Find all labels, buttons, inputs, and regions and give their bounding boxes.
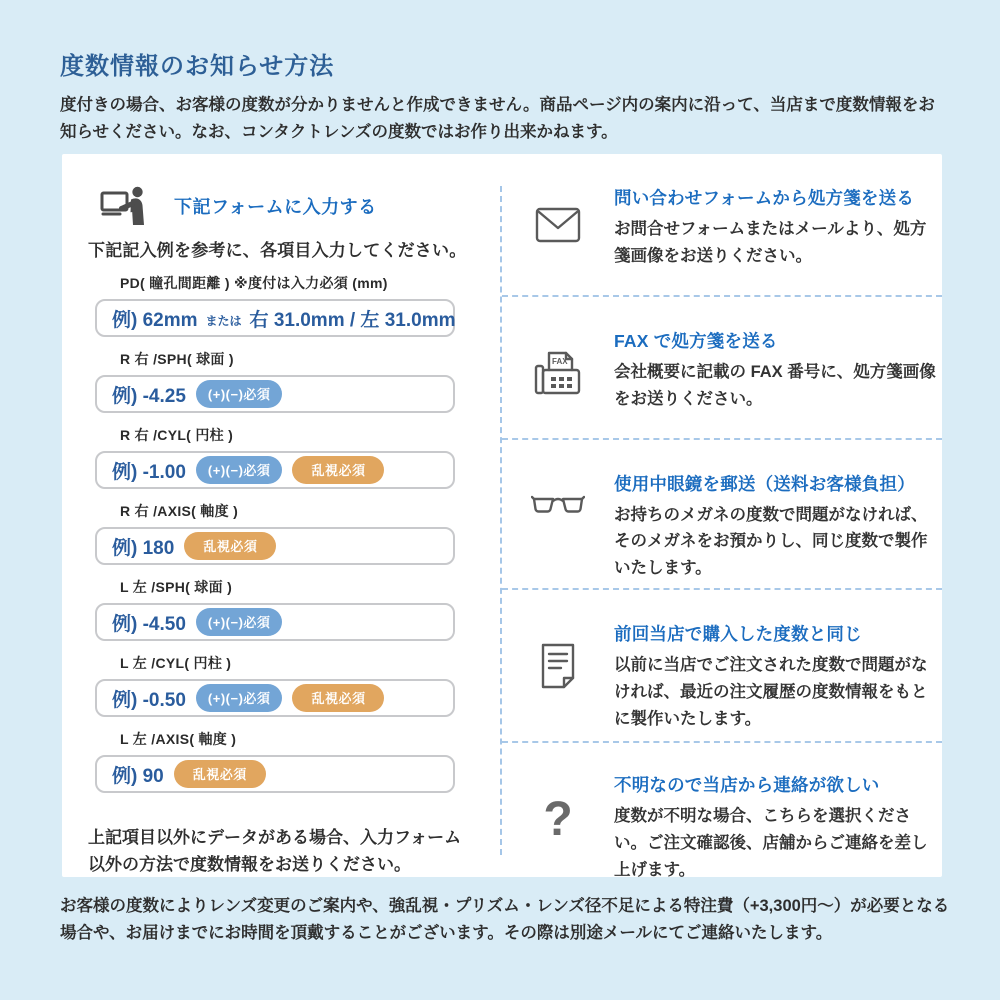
page-title: 度数情報のお知らせ方法 bbox=[60, 53, 335, 80]
form-note: 上記項目以外にデータがある場合、入力フォーム以外の方法で度数情報をお送りください。 bbox=[88, 828, 462, 875]
field-label: PD( 瞳孔間距離 ) ※度付は入力必須 (mm) bbox=[120, 275, 388, 291]
method-previous-order bbox=[502, 588, 942, 741]
field-label: R 右 /CYL( 円柱 ) bbox=[120, 427, 234, 443]
example-input-box bbox=[95, 755, 455, 793]
form-method-title: 下記フォームに入力する bbox=[174, 197, 377, 217]
plus-minus-required-badge: (+)(−)必須 bbox=[196, 684, 283, 712]
example-input-box bbox=[95, 679, 455, 717]
document-icon bbox=[502, 621, 614, 733]
envelope-icon bbox=[502, 185, 614, 270]
method-title: 使用中眼鏡を郵送（送料お客様負担） bbox=[614, 473, 915, 494]
plus-minus-required-badge: (+)(−)必須 bbox=[196, 608, 283, 636]
astigmatism-required-badge: 乱視必須 bbox=[184, 532, 276, 560]
method-mail-glasses bbox=[502, 438, 942, 589]
intro-text: 度付きの場合、お客様の度数が分かりませんと作成できません。商品ページ内の案内に沿って、当店まで度数情報をお知らせください。なお、コンタクトレンズの度数ではお作り出来かねます。 bbox=[60, 96, 935, 141]
glasses-icon bbox=[502, 471, 614, 583]
field-label: L 左 /SPH( 球面 ) bbox=[120, 579, 233, 595]
example-value: 例) -4.50 bbox=[112, 613, 186, 635]
form-instruction: 下記記入例を参考に、各項目入力してください。 bbox=[88, 241, 467, 260]
form-field-r-axis bbox=[88, 501, 500, 565]
example-input-box bbox=[95, 375, 455, 413]
method-description: お持ちのメガネの度数で問題がなければ、そのメガネをお預かりし、同じ度数で製作いたします。 bbox=[614, 505, 928, 578]
column-divider bbox=[500, 186, 502, 855]
info-card bbox=[62, 154, 942, 877]
form-field-pd bbox=[88, 273, 500, 337]
example-value: 例) 180 bbox=[112, 537, 175, 559]
field-label: L 左 /CYL( 円柱 ) bbox=[120, 655, 232, 671]
form-field-r-cyl bbox=[88, 425, 500, 489]
astigmatism-required-badge: 乱視必須 bbox=[174, 760, 266, 788]
example-value-2: 右 31.0mm / 左 31.0mm bbox=[249, 309, 456, 331]
example-value: 例) 62mm bbox=[112, 309, 198, 331]
fax-icon bbox=[502, 328, 614, 413]
plus-minus-required-badge: (+)(−)必須 bbox=[196, 380, 283, 408]
example-value: 例) -0.50 bbox=[112, 689, 186, 711]
example-value: 例) 90 bbox=[112, 765, 164, 787]
example-input-box bbox=[95, 451, 455, 489]
form-field-r-sph bbox=[88, 349, 500, 413]
method-title: 不明なので当店から連絡が欲しい bbox=[614, 774, 880, 795]
method-description: 以前に当店でご注文された度数で問題がなければ、最近の注文履歴の度数情報をもとに製作いたします。 bbox=[614, 656, 928, 729]
method-description: 会社概要に記載の FAX 番号に、処方箋画像をお送りください。 bbox=[614, 362, 936, 408]
astigmatism-required-badge: 乱視必須 bbox=[292, 456, 384, 484]
method-title: 前回当店で購入した度数と同じ bbox=[614, 624, 862, 645]
method-contact-me bbox=[502, 741, 942, 884]
form-field-l-cyl bbox=[88, 653, 500, 717]
method-fax bbox=[502, 295, 942, 438]
form-field-l-sph bbox=[88, 577, 500, 641]
form-method-header bbox=[100, 186, 500, 226]
form-column bbox=[62, 154, 500, 877]
field-label: R 右 /AXIS( 軸度 ) bbox=[120, 503, 239, 519]
method-description: 度数が不明な場合、こちらを選択ください。ご注文確認後、店舗からご連絡を差し上げます。 bbox=[614, 806, 928, 879]
methods-column bbox=[500, 154, 942, 877]
example-input-box bbox=[95, 603, 455, 641]
footer-note: お客様の度数によりレンズ変更のご案内や、強乱視・プリズム・レンズ径不足による特注費（+3,300円〜）が必要となる場合や、お届けまでにお時間を頂戴することがございます。その際は別途メールにてご連絡いたします。 bbox=[60, 897, 950, 942]
method-contact-form bbox=[502, 154, 942, 295]
svg-text:FAX: FAX bbox=[552, 356, 568, 366]
method-description: お問合せフォームまたはメールより、処方箋画像をお送りください。 bbox=[614, 220, 927, 265]
plus-minus-required-badge: (+)(−)必須 bbox=[196, 456, 283, 484]
example-joiner: または bbox=[205, 313, 242, 328]
example-value: 例) -4.25 bbox=[112, 385, 186, 407]
astigmatism-required-badge: 乱視必須 bbox=[292, 684, 384, 712]
example-input-box bbox=[95, 299, 455, 337]
method-title: FAX で処方箋を送る bbox=[614, 330, 778, 351]
person-at-screen-icon bbox=[100, 186, 150, 226]
form-field-l-axis bbox=[88, 729, 500, 793]
question-mark-icon: ? bbox=[543, 792, 573, 846]
example-input-box bbox=[95, 527, 455, 565]
example-value: 例) -1.00 bbox=[112, 461, 186, 483]
method-title: 問い合わせフォームから処方箋を送る bbox=[614, 188, 915, 208]
field-label: R 右 /SPH( 球面 ) bbox=[120, 351, 234, 367]
field-label: L 左 /AXIS( 軸度 ) bbox=[120, 731, 237, 747]
